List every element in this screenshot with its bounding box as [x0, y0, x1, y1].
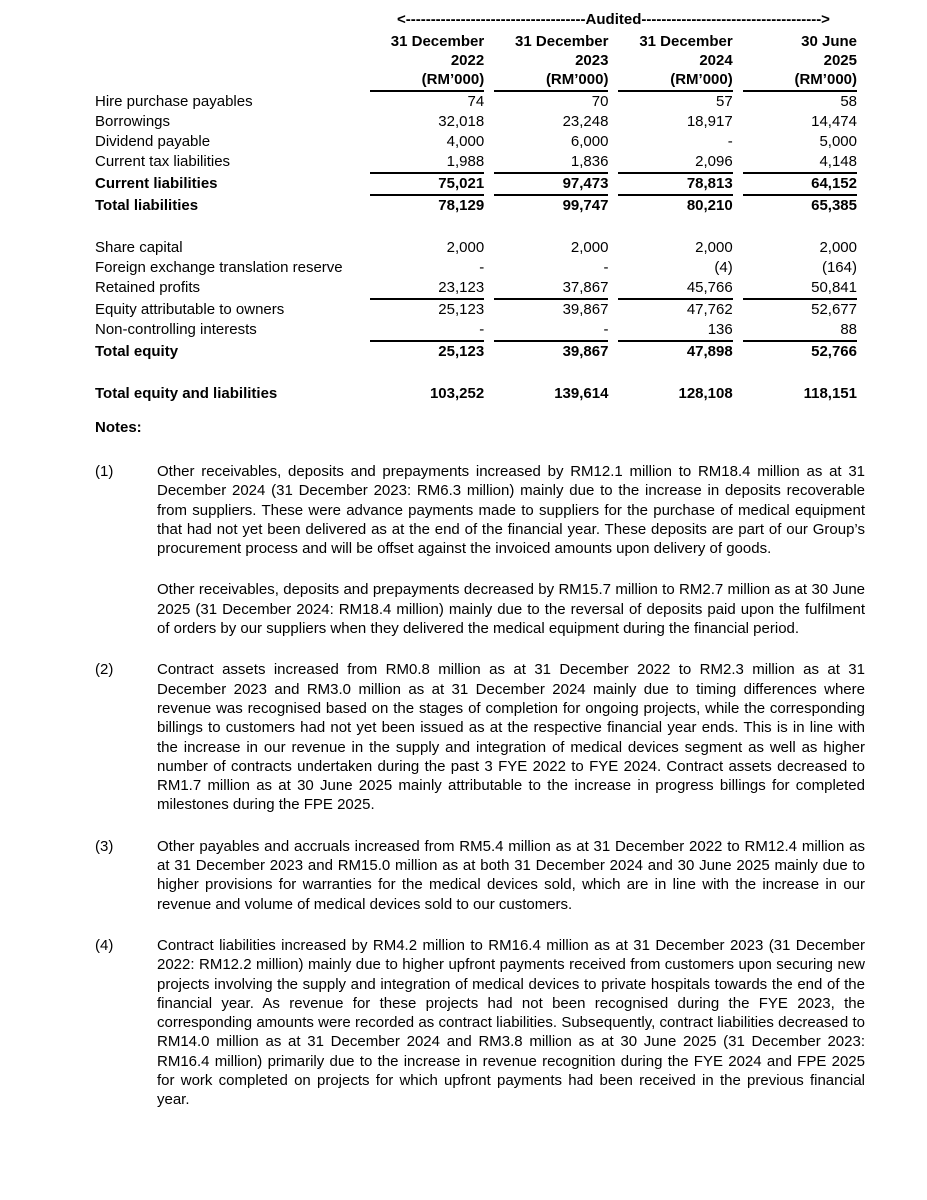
row-label: Share capital: [95, 239, 183, 256]
column-header-line: (RM’000): [670, 71, 733, 88]
note-body: [157, 936, 865, 1110]
table-row-total-equity: [95, 342, 857, 362]
note-paragraph: Contract assets increased from RM0.8 million as at 31 December 2022 to RM2.3 million as at 31 December 2023 and RM3.0 million as at 31 December 2024 mainly due to timing differences where revenue was recognised based on the stages of completion for ongoing projects, while the corresponding billings to customers had not yet been issued as at the respective financial year ends. This is in line with the increase in our revenue in the supply and integration of medical devices segment as well as higher number of contracts undertaken during the past 3 FYE 2022 to FYE 2024. Contract assets decreased to RM1.7 million as at 30 June 2025 mainly attributable to the increase in progress billings for completed milestones during the FPE 2025.: [157, 661, 865, 814]
row-value: -: [370, 320, 484, 342]
row-value: -: [494, 320, 608, 342]
row-value: 2,000: [570, 239, 609, 256]
row-value: 37,867: [494, 278, 608, 300]
column-header-jun2025: [743, 32, 857, 92]
row-label: Dividend payable: [95, 133, 211, 150]
row-value: 2,096: [618, 152, 732, 174]
row-label: Non-controlling interests: [95, 321, 257, 338]
row-value: 128,108: [678, 385, 733, 402]
note-number: (4): [95, 936, 114, 954]
column-header-2024: [618, 32, 732, 92]
row-value: 70: [591, 93, 609, 110]
table-row-hire-purchase-payables: [95, 92, 857, 112]
audited-span-label: <------------------------------------Audited------------------------------------>: [396, 11, 830, 28]
row-value: 47,762: [686, 301, 733, 318]
row-value: 74: [467, 93, 485, 110]
row-value: 139,614: [554, 385, 609, 402]
row-value: 58: [840, 93, 857, 110]
row-value: 39,867: [562, 343, 609, 360]
row-value: 50,841: [743, 278, 857, 300]
column-header-line: (RM’000): [545, 71, 609, 88]
empty-cell: [95, 8, 360, 32]
column-header-line: 30 June: [801, 33, 857, 50]
note-body: [157, 462, 865, 638]
row-label: Hire purchase payables: [95, 93, 253, 110]
row-value: 14,474: [811, 113, 857, 130]
row-value: -: [727, 133, 733, 150]
column-header-line: 31 December: [390, 33, 485, 50]
row-value: 23,248: [562, 113, 609, 130]
row-label: Total equity and liabilities: [95, 385, 278, 402]
row-value: 25,123: [438, 301, 485, 318]
row-label: Current tax liabilities: [95, 153, 231, 170]
table-row-non-controlling-interests: [95, 320, 857, 342]
spacer-row: [95, 216, 857, 238]
row-value: 2,000: [446, 239, 485, 256]
note-paragraph: Contract liabilities increased by RM4.2 million to RM16.4 million as at 31 December 2023 (31 December 2022: RM12.2 million) mainly due to higher upfront payments received from customers upon securing new projects involving the supply and integration of medical devices to private hospitals towards the end of the financial year. As revenue for these projects had not been recognised during the FYE 2023, the corresponding amounts were recorded as contract liabilities. Subsequently, contract liabilities decreased to RM14.0 million as at 31 December 2024 and RM3.8 million as at 30 June 2025 (31 December 2023: RM16.4 million) primarily due to the increase in revenue recognition during the FYE 2024 and FPE 2025 for work completed on projects for which upfront payments had been received in the previous financial year.: [157, 936, 865, 1109]
table-row-current-liabilities: [95, 174, 857, 196]
table-row-foreign-exchange-translation-reserve: [95, 258, 857, 278]
table-row-equity-attributable-to-owners: [95, 300, 857, 320]
row-value: 1,836: [494, 152, 608, 174]
note-number: (1): [95, 463, 114, 480]
row-value: 99,747: [562, 197, 609, 214]
row-value: 64,152: [743, 174, 857, 196]
note-body: [157, 837, 865, 914]
row-value: 75,021: [370, 174, 484, 196]
row-value: 78,129: [438, 197, 485, 214]
column-header-line: (RM’000): [794, 71, 857, 88]
row-value: 65,385: [811, 197, 857, 214]
row-value: 39,867: [562, 301, 609, 318]
column-header-2022: [370, 32, 484, 92]
note-paragraph: Other payables and accruals increased from RM5.4 million as at 31 December 2022 to RM12.4 million as at 31 December 2023 and RM15.0 million as at both 31 December 2024 and 30 June 2025 mainly due to higher provisions for warranties for the medical devices sold, which are in line with the increase in our revenue and volume of medical devices sold to our customers.: [157, 837, 865, 913]
row-label: Equity attributable to owners: [95, 301, 285, 318]
table-row-total-equity-and-liabilities: [95, 384, 857, 404]
column-header-line: 2025: [823, 52, 857, 69]
row-label: Borrowings: [95, 113, 171, 130]
row-value: -: [479, 259, 485, 276]
note-number: (2): [95, 661, 114, 679]
row-value: 80,210: [686, 197, 733, 214]
note-paragraph: Other receivables, deposits and prepayments increased by RM12.1 million to RM18.4 million as at 31 December 2024 (31 December 2023: RM6.3 million) mainly due to the increase in deposits recoverable from suppliers. These were advance payments made to suppliers for the purchase of medical equipment that had not yet been delivered as at the end of the financial year. These deposits are part of our Group’s procurement process and will be offset against the invoiced amounts upon delivery of goods.: [157, 463, 865, 558]
row-value: (164): [821, 259, 857, 276]
row-label: Retained profits: [95, 279, 201, 296]
row-value: 52,677: [811, 301, 857, 318]
column-header-line: 2024: [699, 52, 733, 69]
row-value: 6,000: [570, 133, 609, 150]
note-4: [95, 936, 865, 1110]
row-label: Total liabilities: [95, 197, 199, 214]
row-label: Current liabilities: [95, 175, 218, 192]
row-label: Foreign exchange translation reserve: [95, 259, 343, 276]
note-1: [95, 462, 865, 638]
financial-table: [85, 8, 867, 404]
row-value: 78,813: [618, 174, 732, 196]
row-value: 57: [716, 93, 733, 110]
row-value: (4): [714, 259, 733, 276]
row-value: 4,148: [743, 152, 857, 174]
row-value: 136: [618, 320, 732, 342]
row-value: 103,252: [429, 385, 485, 402]
row-value: -: [603, 259, 609, 276]
column-header-line: 31 December: [639, 33, 733, 50]
row-value: 47,898: [686, 343, 733, 360]
row-value: 45,766: [618, 278, 732, 300]
column-header-line: 2022: [450, 52, 485, 69]
table-row-current-tax-liabilities: [95, 152, 857, 174]
notes-section: [95, 418, 865, 1110]
table-row-total-liabilities: [95, 196, 857, 216]
note-3: [95, 837, 865, 914]
table-row-borrowings: [95, 112, 857, 132]
table-row-share-capital: [95, 238, 857, 258]
row-value: 32,018: [438, 113, 485, 130]
row-value: 4,000: [446, 133, 485, 150]
note-number: (3): [95, 837, 114, 855]
table-row-dividend-payable: [95, 132, 857, 152]
row-value: 88: [743, 320, 857, 342]
column-header-2023: [494, 32, 608, 92]
notes-heading: Notes:: [95, 419, 142, 436]
row-value: 1,988: [370, 152, 484, 174]
row-value: 118,151: [803, 385, 857, 402]
empty-cell: [95, 32, 360, 92]
row-value: 23,123: [370, 278, 484, 300]
audited-header-row: [95, 8, 857, 32]
row-value: 2,000: [819, 239, 857, 256]
column-header-line: 31 December: [515, 33, 609, 50]
table-row-retained-profits: [95, 278, 857, 300]
column-header-row: [95, 32, 857, 92]
spacer-row: [95, 362, 857, 384]
column-header-line: (RM’000): [421, 71, 485, 88]
note-2: [95, 660, 865, 814]
row-label: Total equity: [95, 343, 179, 360]
column-header-line: 2023: [575, 52, 609, 69]
row-value: 25,123: [438, 343, 485, 360]
row-value: 97,473: [494, 174, 608, 196]
note-body: [157, 660, 865, 814]
row-value: 5,000: [819, 133, 857, 150]
row-value: 2,000: [695, 239, 733, 256]
note-paragraph: Other receivables, deposits and prepayments decreased by RM15.7 million to RM2.7 million as at 30 June 2025 (31 December 2024: RM18.4 million) mainly due to the reversal of deposits paid upon the fulfilment of orders by our suppliers when they delivered the medical equipment during the financial period.: [157, 581, 865, 638]
row-value: 52,766: [811, 343, 857, 360]
row-value: 18,917: [686, 113, 733, 130]
